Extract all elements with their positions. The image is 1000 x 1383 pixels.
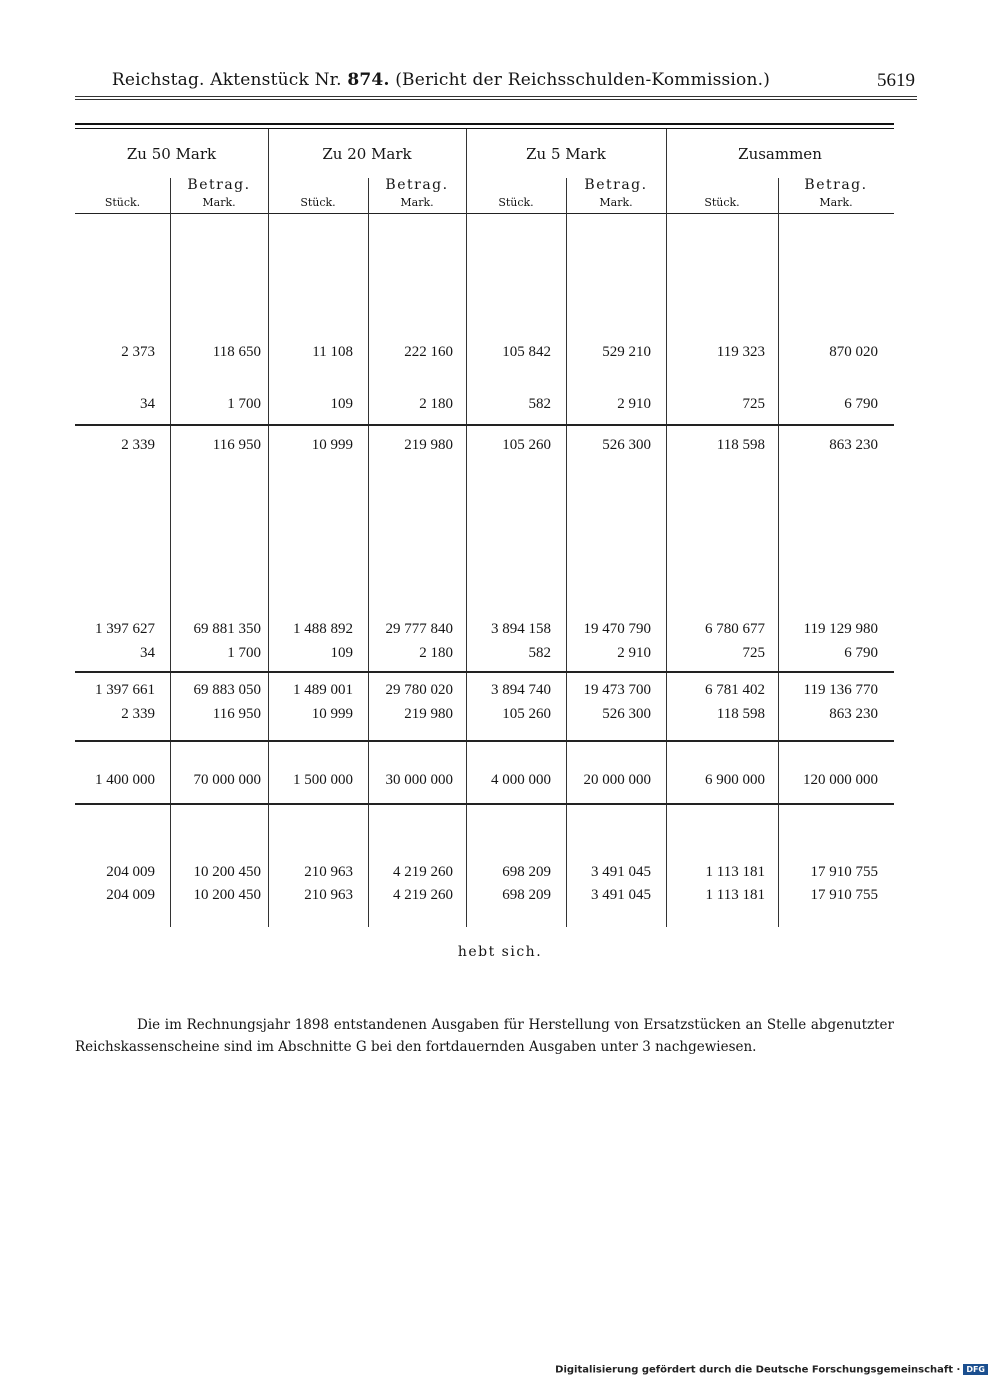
table-cell: 3 894 740 [491, 682, 551, 698]
table-top-rule [75, 123, 894, 125]
table-cell: 118 650 [212, 344, 261, 360]
column-divider [170, 178, 171, 927]
table-cell: 17 910 755 [810, 887, 878, 903]
table-cell: 2 339 [121, 437, 155, 453]
table-cell: 698 209 [502, 887, 551, 903]
head-rule [75, 96, 917, 97]
sub-header-stueck: Stück. [704, 196, 740, 209]
column-divider [666, 129, 667, 927]
table-cell: 30 000 000 [385, 772, 453, 788]
table-cell: 118 598 [716, 437, 765, 453]
table-cell: 10 200 450 [193, 887, 261, 903]
column-divider [566, 178, 567, 927]
table-cell: 116 950 [212, 706, 261, 722]
sub-header-betrag: Betrag. [385, 177, 449, 193]
running-head [75, 66, 917, 100]
table-cell: 219 980 [404, 706, 453, 722]
table-cell: 3 491 045 [591, 864, 651, 880]
table-cell: 6 790 [844, 396, 878, 412]
table-cell: 105 842 [502, 344, 551, 360]
table-cell: 4 219 260 [393, 887, 453, 903]
table-cell: 1 489 001 [293, 682, 353, 698]
sub-header-mark: Mark. [400, 196, 434, 209]
table-cell: 2 910 [617, 396, 651, 412]
sub-header-betrag: Betrag. [584, 177, 648, 193]
table-cell: 725 [742, 396, 765, 412]
credit-text: Digitalisierung gefördert durch die Deutsche Forschungsgemeinschaft · [555, 1364, 961, 1376]
group-header-total: Zusammen [738, 145, 822, 163]
table-cell: 582 [528, 396, 551, 412]
table-cell: 2 180 [419, 645, 453, 661]
page-number: 5619 [877, 70, 915, 91]
table-cell: 204 009 [106, 864, 155, 880]
table-cell: 4 219 260 [393, 864, 453, 880]
table-cell: 219 980 [404, 437, 453, 453]
table-cell: 222 160 [404, 344, 453, 360]
table-cell: 29 780 020 [385, 682, 453, 698]
table-cell: 526 300 [602, 437, 651, 453]
table-cell: 1 488 892 [293, 621, 353, 637]
table-cell: 10 999 [311, 437, 353, 453]
table-top-rule [75, 128, 894, 129]
table-cell: 1 397 627 [95, 621, 155, 637]
table-cell: 529 210 [602, 344, 651, 360]
table-cell: 2 910 [617, 645, 651, 661]
column-divider [466, 129, 467, 927]
table-cell: 34 [140, 396, 155, 412]
table-cell: 69 883 050 [193, 682, 261, 698]
table-cell: 4 000 000 [491, 772, 551, 788]
table-cell: 210 963 [304, 887, 353, 903]
running-head-suffix: (Bericht der Reichsschulden-Kommission.) [395, 70, 771, 90]
table-cell: 19 473 700 [583, 682, 651, 698]
section-rule [75, 671, 894, 673]
document-number: 874. [347, 70, 390, 90]
sub-header-mark: Mark. [819, 196, 853, 209]
table-cell: 6 780 677 [705, 621, 765, 637]
sub-header-mark: Mark. [202, 196, 236, 209]
sub-header-stueck: Stück. [498, 196, 534, 209]
table-cell: 118 598 [716, 706, 765, 722]
table-cell: 105 260 [502, 437, 551, 453]
section-rule [75, 424, 894, 426]
table-cell: 6 781 402 [705, 682, 765, 698]
table-cell: 870 020 [829, 344, 878, 360]
sub-header-stueck: Stück. [104, 196, 141, 209]
note-paragraph: Die im Rechnungsjahr 1898 entstandenen Ausgaben für Herstellung von Ersatzstücken an Stelle abgenutzter Reichskassenscheine sind im Abschnitte G bei den fortdauernden Ausgaben unter 3 nachgewiesen. [75, 1017, 894, 1055]
table-cell: 725 [742, 645, 765, 661]
table-cell: 863 230 [829, 706, 878, 722]
running-head-prefix: Reichstag. Aktenstück Nr. [111, 70, 342, 90]
table-cell: 70 000 000 [193, 772, 261, 788]
dfg-logo: DFG [963, 1364, 988, 1375]
table-cell: 119 129 980 [803, 621, 878, 637]
table-cell: 3 491 045 [591, 887, 651, 903]
closing-line: hebt sich. [457, 944, 543, 960]
table-cell: 20 000 000 [583, 772, 651, 788]
table-cell: 105 260 [502, 706, 551, 722]
table-cell: 119 323 [716, 344, 765, 360]
table-cell: 204 009 [106, 887, 155, 903]
table-cell: 10 200 450 [193, 864, 261, 880]
table-cell: 2 180 [419, 396, 453, 412]
running-head-title [75, 70, 807, 90]
table-cell: 3 894 158 [491, 621, 551, 637]
table-cell: 698 209 [502, 864, 551, 880]
table-cell: 34 [140, 645, 155, 661]
column-divider [268, 129, 269, 927]
head-rule [75, 99, 917, 100]
table-cell: 582 [528, 645, 551, 661]
table-cell: 526 300 [602, 706, 651, 722]
table-cell: 2 373 [121, 344, 155, 360]
group-header-50: Zu 50 Mark [126, 145, 217, 163]
table-cell: 1 500 000 [293, 772, 353, 788]
table-cell: 863 230 [829, 437, 878, 453]
table-cell: 17 910 755 [810, 864, 878, 880]
table-cell: 109 [330, 396, 353, 412]
sub-header-betrag: Betrag. [804, 177, 868, 193]
table-cell: 6 900 000 [705, 772, 765, 788]
table-cell: 120 000 000 [803, 772, 878, 788]
digitization-credit [555, 1364, 988, 1376]
table-cell: 11 108 [312, 344, 353, 360]
group-header-20: Zu 20 Mark [322, 145, 412, 163]
table-cell: 116 950 [212, 437, 261, 453]
table-cell: 1 113 181 [705, 864, 765, 880]
table-cell: 2 339 [121, 706, 155, 722]
table-cell: 29 777 840 [385, 621, 453, 637]
table-cell: 1 397 661 [95, 682, 155, 698]
column-divider [368, 178, 369, 927]
header-rule [75, 213, 894, 214]
table-cell: 1 113 181 [705, 887, 765, 903]
table-cell: 109 [330, 645, 353, 661]
table-cell: 69 881 350 [193, 621, 261, 637]
group-header-5: Zu 5 Mark [526, 145, 606, 163]
table-cell: 10 999 [311, 706, 353, 722]
table-cell: 119 136 770 [803, 682, 878, 698]
column-divider [778, 178, 779, 927]
table-cell: 210 963 [304, 864, 353, 880]
section-rule [75, 740, 894, 742]
sub-header-betrag: Betrag. [187, 177, 251, 193]
table-cell: 6 790 [844, 645, 878, 661]
table-cell: 1 700 [227, 645, 261, 661]
table-cell: 19 470 790 [583, 621, 651, 637]
sub-header-stueck: Stück. [300, 196, 336, 209]
sub-header-mark: Mark. [599, 196, 633, 209]
table-cell: 1 400 000 [95, 772, 155, 788]
section-rule [75, 803, 894, 805]
table-cell: 1 700 [227, 396, 261, 412]
